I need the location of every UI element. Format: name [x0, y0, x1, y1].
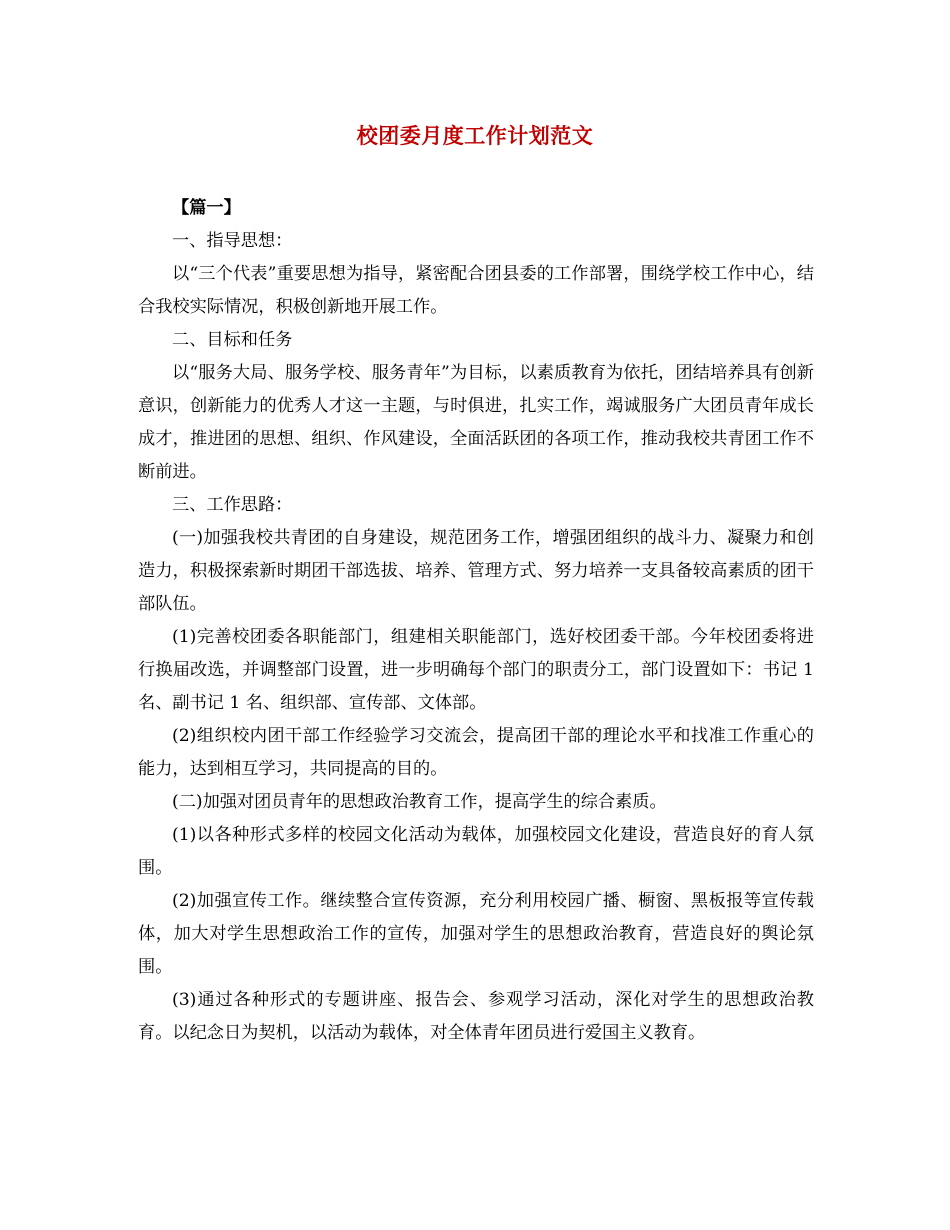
paragraph-goals-tasks: 以“服务大局、服务学校、服务青年”为目标，以素质教育为依托，团结培养具有创新意识，创新能力的优秀人才这一主题，与时俱进，扎实工作，竭诚服务广大团员青年成长成才，推进团的思想、组织、作风建设，全面活跃团的各项工作，推动我校共青团工作不断前进。 — [138, 363, 814, 482]
heading-goals-tasks: 二、目标和任务 — [172, 330, 293, 350]
heading-guiding-ideology: 一、指导思想： — [172, 231, 293, 251]
paragraph-subitem-2-3: (3)通过各种形式的专题讲座、报告会、参观学习活动，深化对学生的思想政治教育。以纪念日为契机，以活动为载体，对全体青年团员进行爱国主义教育。 — [138, 990, 814, 1043]
paragraph-subitem-1-1: (1)完善校团委各职能部门，组建相关职能部门，选好校团委干部。今年校团委将进行换届改选，并调整部门设置，进一步明确每个部门的职责分工，部门设置如下：书记 1 名、副书记 1 名、组织部、宣传部、文体部。 — [138, 627, 814, 713]
paragraph-item-1: (一)加强我校共青团的自身建设，规范团务工作，增强团组织的战斗力、凝聚力和创造力，积极探索新时期团干部选拔、培养、管理方式、努力培养一支具备较高素质的团干部队伍。 — [138, 528, 814, 614]
paragraph-item-2: (二)加强对团员青年的思想政治教育工作，提高学生的综合素质。 — [172, 792, 667, 812]
paragraph-subitem-2-1: (1)以各种形式多样的校园文化活动为载体，加强校园文化建设，营造良好的育人氛围。 — [138, 825, 814, 878]
document-title: 校团委月度工作计划范文 — [356, 123, 594, 148]
heading-work-approach: 三、工作思路： — [172, 495, 293, 515]
paragraph-subitem-2-2: (2)加强宣传工作。继续整合宣传资源，充分利用校园广播、橱窗、黑板报等宣传载体，加大对学生思想政治工作的宣传，加强对学生的思想政治教育，营造良好的舆论氛围。 — [138, 891, 814, 977]
document-body — [138, 192, 814, 1050]
section-label: 【篇一】 — [172, 198, 241, 218]
paragraph-guiding-ideology: 以“三个代表”重要思想为指导，紧密配合团县委的工作部署，围绕学校工作中心，结合我校实际情况，积极创新地开展工作。 — [138, 264, 814, 317]
paragraph-subitem-1-2: (2)组织校内团干部工作经验学习交流会，提高团干部的理论水平和找准工作重心的能力，达到相互学习，共同提高的目的。 — [138, 726, 814, 779]
